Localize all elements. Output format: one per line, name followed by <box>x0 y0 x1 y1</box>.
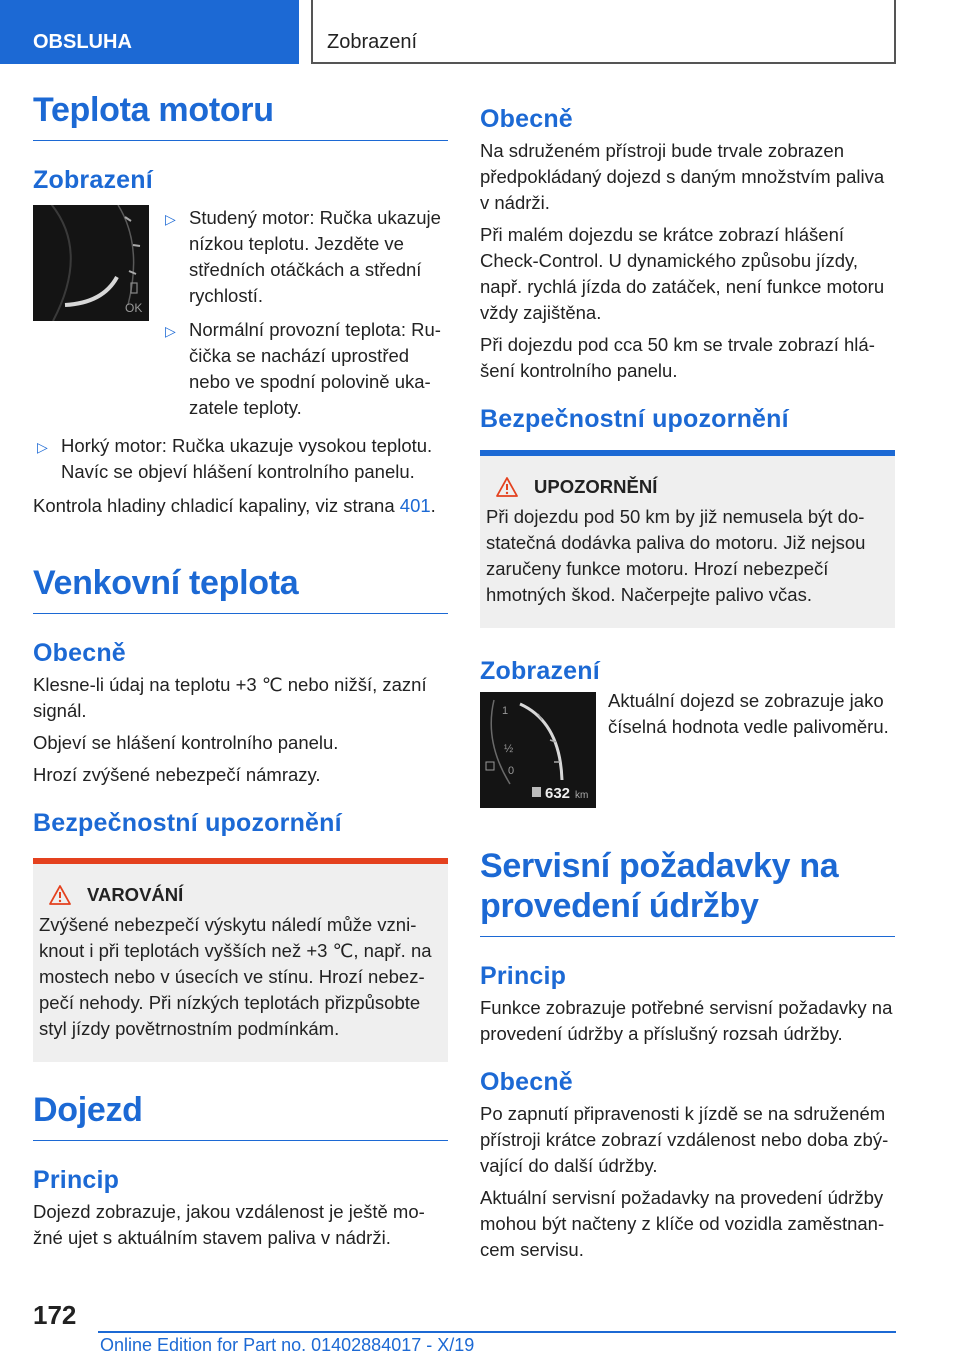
engine-temp-bullets <box>161 205 448 429</box>
range-principle-text: Dojezd zobrazuje, jakou vzdálenost je ještě mo‐žné ujet s aktuálním stavem paliva v nádrži. <box>33 1201 425 1248</box>
warning-title: VAROVÁNÍ <box>87 884 184 905</box>
list-item <box>161 317 448 421</box>
heading-general: Obecně <box>480 1068 573 1096</box>
temperature-gauge-graphic <box>33 205 149 321</box>
heading-engine-temperature: Teplota motoru <box>33 90 448 141</box>
fuel-gauge-graphic <box>480 692 596 808</box>
engine-temperature-gauge-image <box>33 205 149 321</box>
notice-title: UPOZORNĚNÍ <box>534 476 658 497</box>
range-general-paragraph-3: Při dojezdu pod cca 50 km se trvale zobrazí hlá‐šení kontrolního panelu. <box>480 334 875 381</box>
heading-safety-notes: Bezpečnostní upozornění <box>480 405 789 433</box>
engine-temp-figure <box>33 205 448 429</box>
edition-label: Online Edition for Part no. 01402884017 - X/19 <box>100 1335 475 1355</box>
page-number: 172 <box>33 1300 77 1330</box>
gauge-mark-half: ½ <box>504 743 514 755</box>
warning-box <box>33 858 448 1062</box>
heading-principle: Princip <box>480 962 567 990</box>
range-figure <box>480 692 895 808</box>
heading-service-requirements: Servisní požadavky na provedení údržby <box>480 846 895 937</box>
heading-general: Obecně <box>480 105 573 133</box>
heading-general: Obecně <box>33 639 126 667</box>
warning-triangle-icon <box>49 885 71 905</box>
list-item <box>33 433 448 485</box>
gauge-range-value: 632 <box>545 785 571 802</box>
heading-principle: Princip <box>33 1166 120 1194</box>
outside-temp-paragraph-1: Klesne-li údaj na teplotu +3 ℃ nebo nižší, zazní signál. <box>33 674 427 721</box>
heading-display: Zobrazení <box>33 166 153 194</box>
heading-display: Zobrazení <box>480 657 600 685</box>
fuel-gauge-image <box>480 692 596 808</box>
right-column <box>480 104 895 1269</box>
triangle-bullet-icon: ▷ <box>165 323 176 339</box>
gauge-mark-empty: 0 <box>508 765 515 777</box>
range-display-text: Aktuální dojezd se zobrazuje jako číselná hodnota vedle palivoměru. <box>608 690 889 737</box>
list-item <box>161 205 448 309</box>
notice-box <box>480 450 895 628</box>
gauge-ok-label: OK <box>125 301 143 315</box>
service-general-paragraph-1: Po zapnutí připravenosti k jízdě se na sdruženém přístroji krátce zobrazí vzdálenost nebo doba zbý‐vající do další údržby. <box>480 1103 889 1176</box>
triangle-bullet-icon: ▷ <box>165 211 176 227</box>
outside-temp-paragraph-3: Hrozí zvýšené nebezpečí námrazy. <box>33 764 321 785</box>
heading-range: Dojezd <box>33 1090 448 1141</box>
outside-temp-paragraph-2: Objeví se hlášení kontrolního panelu. <box>33 732 339 753</box>
heading-safety-notes: Bezpečnostní upozornění <box>33 809 342 837</box>
gauge-mark-full: 1 <box>502 705 509 717</box>
bullet-hot-engine: Horký motor: Ručka ukazuje vysokou teplotu. Navíc se objeví hlášení kontrolního panelu. <box>61 435 433 482</box>
warning-triangle-icon <box>496 477 518 497</box>
gauge-range-unit: km <box>575 790 589 801</box>
range-general-paragraph-1: Na sdruženém přístroji bude trvale zobrazen předpokládaný dojezd s daným množstvím paliva v nádrži. <box>480 140 885 213</box>
service-general-paragraph-2: Aktuální servisní požadavky na provedení údržby mohou být načteny z klíče od vozidla zaměstnan‐cem servisu. <box>480 1187 885 1260</box>
warning-text: Zvýšené nebezpečí výskytu náledí může vzni‐knout i při teplotách vyšších než +3 ℃, např. na mostech nebo v úsecích ve stínu. Hrozí nebez‐pečí nehody. Při nízkých teplotách přizpůsobte styl jízdy povětrnostním podmínkám. <box>39 914 432 1039</box>
heading-outside-temperature: Venkovní teplota <box>33 563 448 614</box>
page-header <box>0 0 960 66</box>
service-principle-text: Funkce zobrazuje potřebné servisní požadavky na provedení údržby a příslušný rozsah údržby. <box>480 997 893 1044</box>
bullet-normal-temperature: Normální provozní teplota: Ru‐čička se nachází uprostřed nebo ve spodní polovině uka‐zatele teploty. <box>189 319 441 418</box>
left-column <box>33 90 448 1257</box>
range-general-paragraph-2: Při malém dojezdu se krátce zobrazí hlášení Check-Control. U dynamického způsobu jízdy, např. rychlá jízda do zatáček, není funkce motoru vždy zajištěna. <box>480 224 885 323</box>
coolant-reference: Kontrola hladiny chladicí kapaliny, viz strana 401. <box>33 495 436 516</box>
section-tab: OBSLUHA <box>0 0 299 64</box>
footer-divider <box>98 1331 896 1333</box>
chapter-tab: Zobrazení <box>311 0 896 64</box>
bullet-cold-engine: Studený motor: Ručka ukazuje nízkou teplotu. Jezděte ve středních otáčkách a střední rychlostí. <box>189 207 441 306</box>
page-link-401[interactable]: 401 <box>399 495 431 516</box>
triangle-bullet-icon: ▷ <box>37 439 48 455</box>
notice-text: Při dojezdu pod 50 km by již nemusela být do‐statečná dodávka paliva do motoru. Již nejsou zaručeny funkce motoru. Hrozí nebezpečí hmotných škod. Načerpejte palivo včas. <box>486 506 866 605</box>
